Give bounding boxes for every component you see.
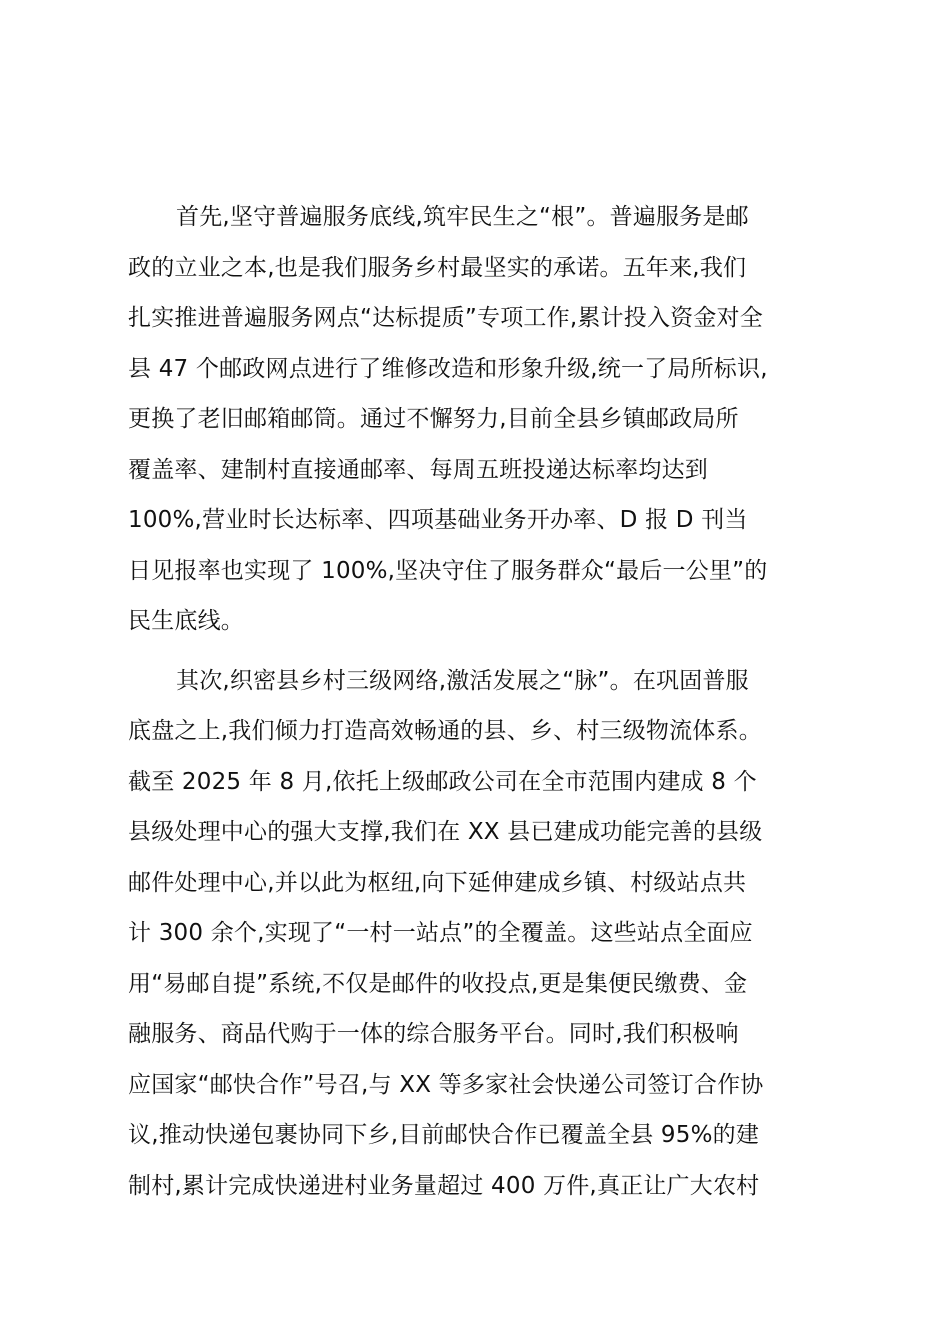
paragraph-line: 100%,营业时长达标率、四项基础业务开办率、D 报 D 刊当	[128, 507, 748, 533]
paragraph-line: 更换了老旧邮箱邮筒。通过不懈努力,目前全县乡镇邮政局所	[128, 406, 739, 432]
document-body	[128, 192, 828, 1211]
paragraph-line: 议,推动快递包裹协同下乡,目前邮快合作已覆盖全县 95%的建	[128, 1122, 760, 1148]
paragraph-line: 邮件处理中心,并以此为枢纽,向下延伸建成乡镇、村级站点共	[128, 869, 747, 896]
paragraph-line: 日见报率也实现了 100%,坚决守住了服务群众“最后一公里”的	[128, 557, 768, 584]
paragraph-line: 用“易邮自提”系统,不仅是邮件的收投点,更是集便民缴费、金	[128, 970, 748, 997]
paragraph-line: 融服务、商品代购于一体的综合服务平台。同时,我们积极响	[128, 1021, 739, 1047]
paragraph-line: 政的立业之本,也是我们服务乡村最坚实的承诺。五年来,我们	[128, 254, 747, 281]
paragraph-line: 首先,坚守普遍服务底线,筑牢民生之“根”。普遍服务是邮	[176, 204, 749, 230]
paragraph-universal-service	[128, 192, 828, 647]
paragraph-line: 截至 2025 年 8 月,依托上级邮政公司在全市范围内建成 8 个	[128, 768, 757, 795]
paragraph-three-level-network	[128, 656, 828, 1212]
paragraph-line: 其次,织密县乡村三级网络,激活发展之“脉”。在巩固普服	[176, 667, 749, 694]
paragraph-line: 制村,累计完成快递进村业务量超过 400 万件,真正让广大农村	[128, 1172, 760, 1199]
paragraph-line: 底盘之上,我们倾力打造高效畅通的县、乡、村三级物流体系。	[128, 718, 762, 744]
paragraph-line: 县 47 个邮政网点进行了维修改造和形象升级,统一了局所标识,	[128, 355, 768, 382]
paragraph-line: 县级处理中心的强大支撑,我们在 XX 县已建成功能完善的县级	[128, 819, 763, 845]
paragraph-line: 扎实推进普遍服务网点“达标提质”专项工作,累计投入资金对全	[128, 305, 763, 331]
paragraph-line: 应国家“邮快合作”号召,与 XX 等多家社会快递公司签订合作协	[128, 1071, 764, 1098]
paragraph-line: 计 300 余个,实现了“一村一站点”的全覆盖。这些站点全面应	[128, 920, 753, 946]
paragraph-line: 覆盖率、建制村直接通邮率、每周五班投递达标率均达到	[128, 456, 708, 483]
paragraph-line: 民生底线。	[128, 608, 244, 634]
